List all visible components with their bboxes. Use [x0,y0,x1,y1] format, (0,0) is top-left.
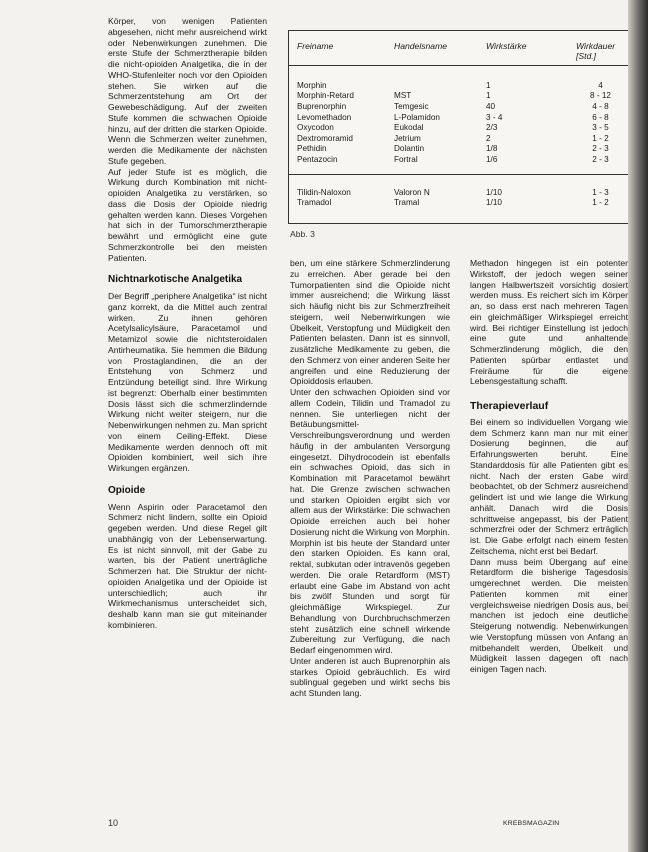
cell: 1/6 [486,154,498,164]
table-row [289,122,629,133]
opioid-table [288,30,630,224]
column-header: Freiname [289,31,386,66]
table-row [289,91,629,102]
text-column-middle [290,258,450,699]
cell: Tramal [394,198,420,208]
table-row [289,133,629,144]
cell: 1 [486,80,491,90]
paragraph: ben, um eine stärkere Schmerzlinderung zu erreichen. Aber gerade bei den Tumorpatienten sind die Opioide nicht immer ausreichend; die Wirkung lässt sich häufig nicht bis zur Schmerzfreiheit steigern, weil Nebenwirkungen wie Übelkeit, Verstopfung und Müdigkeit den Patienten belasten. Dann ist es sinnvoll, zusätzliche Medikamente zu geben, die den Schmerz von einer anderen Seite her angreifen und eine Reduzierung der Opioiddosis erlauben. [290,258,450,387]
table-row [289,174,629,197]
cell: Pentazocin [297,154,338,164]
table-row [289,144,629,155]
cell: Jetrium [394,133,421,143]
cell: 2 - 3 [592,144,609,154]
table-header-row [289,31,629,66]
paragraph: Unter anderen ist auch Buprenorphin als starkes Opioid gebräuchlich. Es wird sublingual gegeben und wirkt sechs bis acht Stunden lang. [290,655,450,698]
cell: Levomethadon [297,112,352,122]
page-number: 10 [108,818,119,828]
paragraph: Bei einem so individuellen Vorgang wie dem Schmerz kann man nur mit einer Dosierung beginnen, die auf Erfahrungswerten beruht. Eine Standarddosis für alle Patienten gibt es nicht. Nach der ersten Gabe wird beobachtet, ob der Schmerz ausreichend gelindert ist und wie lange die Wirkung anhält. Danach wird die Dosis schrittweise angepasst, bis der Patient schmerzfrei oder der Schmerz erträglich ist. Die Gabe erfolgt nach einem festen Zeitschema, nicht erst bei Bedarf. [470,416,628,556]
cell: 8 - 12 [590,91,611,101]
paragraph: Wenn Aspirin oder Paracetamol den Schmerz nicht lindern, sollte ein Opioid gegeben werden. Und diese Regel gilt unabhängig von der Lebenserwartung. Es ist nicht sinnvoll, mit der Gabe zu warten, bis der Patient unerträgliche Schmerzen hat. Die Struktur der nicht-opioiden Analgetika und der Opioide ist unterschiedlich; auch ihr Wirkmechanismus unterscheidet sich, deshalb kann man sie gut miteinander kombinieren. [108,501,267,630]
cell: Tilidin-Naloxon [289,174,386,197]
table-row [289,197,629,208]
paragraph: Morphin ist bis heute der Standard unter den starken Opioiden. Es kann oral, rektal, subkutan oder intravenös gegeben werden. Die orale Retardform (MST) erlaubt eine Gabe im Abstand von acht bis zwölf Stunden und sorgt für gleichmäßige Wirkspiegel. Zur Behandlung von Durchbruchschmerzen steht zusätzlich eine schnell wirkende Zubereitung zur Verfügung, die nach Bedarf eingenommen wird. [290,537,450,655]
cell: 1 [486,91,491,101]
cell: Morphin-Retard [297,91,354,101]
cell: 4 - 8 [592,101,609,111]
section-heading: Opioide [108,484,146,496]
section-heading: Nichtnarkotische Analgetika [108,274,243,286]
table-row [289,154,629,174]
cell: Dolantin [394,144,425,154]
cell: Pethidin [297,144,327,154]
cell: 1 - 2 [592,198,609,208]
cell: 1/10 [486,198,502,208]
column-header: Wirkdauer [Std.] [568,31,629,66]
table-row [289,101,629,112]
cell: L-Polamidon [394,112,440,122]
table-caption: Abb. 3 [290,229,315,239]
cell: 2 - 3 [592,154,609,164]
text-column-right [470,258,628,675]
column-header: Wirkstärke [478,31,568,66]
cell: 4 [598,80,603,90]
journal-name: KREBSMAGAZIN [503,820,560,827]
cell: MST [394,91,412,101]
cell: Temgesic [394,101,429,111]
cell: Valoron N [386,174,478,197]
cell: Oxycodon [297,123,334,133]
cell: Fortral [394,154,418,164]
section-heading: Therapieverlauf [470,400,549,412]
paragraph: Körper, von wenigen Patienten abgesehen, nicht mehr ausreichend wirkt oder Nebenwirkungen zunehmen. Die erste Stufe der Schmerztherapie bilden die nicht-opioiden Analgetika, die in der WHO-Stufenleiter noch vor den Opioiden stehen. Sie wirken auf die Schmerzentstehung am Ort der Gewebeschädigung. Auf der zweiten Stufe kommen die schwachen Opioide hinzu, auf der dritten die starken Opioide. Wenn die Schmerzen weiter zunehmen, werden die Medikamente der nächsten Stufe gegeben. [108,16,267,166]
cell: 3 - 5 [592,123,609,133]
paragraph: Unter den schwachen Opioiden sind vor allem Codein, Tilidin und Tramadol zu nennen. Sie unterliegen nicht der Betäubungsmittel-Verschreibungsverordnung und werden häufig in der ambulanten Versorgung eingesetzt. Dihydrocodein ist ebenfalls ein schwaches Opioid, das sich in Kombination mit Paracetamol bewährt hat. Die Grenze zwischen schwachen und starken Opioiden ergibt sich vor allem aus der Wirkstärke: Die schwachen Opioide erreichen auch bei hoher Dosierung nicht die Wirkung von Morphin. [290,387,450,537]
table-row [289,112,629,123]
cell [386,66,478,91]
paragraph: Methadon hingegen ist ein potenter Wirkstoff, der jedoch wegen seiner langen Halbwertszeit vorsichtig dosiert werden muss. Es reichert sich im Körper an, so dass erst nach mehreren Tagen ein gleichmäßiger Wirkspiegel erreicht wird. Bei richtiger Einstellung ist jedoch eine gute und anhaltende Schmerzlinderung möglich, die den Patienten spürbar entlastet und Freiräume für die eigene Lebensgestaltung schafft. [470,258,628,387]
cell: 40 [486,101,496,111]
cell: Buprenorphin [297,101,347,111]
cell: 1 - 2 [592,133,609,143]
column-header: Handelsname [386,31,478,66]
cell: Morphin [297,80,327,90]
cell: 3 - 4 [486,112,503,122]
cell: 1 - 3 [568,174,629,197]
text-column-left [108,16,267,631]
paragraph: Dann muss beim Übergang auf eine Retardform die bisherige Tagesdosis umgerechnet werden. Die meisten Patienten kommen mit einer vergleichsweise niedrigen Dosis aus, bei manchen ist jedoch eine deutliche Steigerung notwendig. Nebenwirkungen wie Verstopfung müssen von Anfang an mitbehandelt werden, Übelkeit und Müdigkeit lassen dagegen oft nach einigen Tagen nach. [470,556,628,674]
cell: 6 - 8 [592,112,609,122]
cell: 1/8 [486,144,498,154]
paragraph: Auf jeder Stufe ist es möglich, die Wirkung durch Kombination mit nicht-opioiden Analgetika zu verstärken, so dass die Dosis der Opioide niedrig gehalten werden kann. Dieses Vorgehen hat sich in der Tumorschmerztherapie bewährt und ermöglicht eine gute Schmerzkontrolle bei den meisten Patienten. [108,166,267,263]
cell: Eukodal [394,123,424,133]
cell: 2/3 [486,123,498,133]
cell: Dextromoramid [297,133,353,143]
paragraph: Der Begriff „periphere Analgetika“ ist nicht ganz korrekt, da die Mittel auch zentral wirken. Zu ihnen gehören Acetylsalicylsäure, Paracetamol und Metamizol sowie die nichtsteroidalen Antirheumatika. Sie hemmen die Bildung von Prostaglandinen, die an der Entstehung von Schmerz und Entzündung beteiligt sind. Ihre Wirkung ist begrenzt: Oberhalb einer bestimmten Dosis lässt sich die schmerzlindernde Wirkung nicht weiter steigern, nur die Nebenwirkungen nehmen zu. Man spricht von einem Ceiling-Effekt. Diese Medikamente werden dennoch oft mit Opioiden kombiniert, weil sich ihre Wirkungen ergänzen. [108,291,267,473]
cell: Tramadol [297,198,332,208]
page-edge-shadow [628,0,648,852]
cell: 2 [486,133,491,143]
cell: 1/10 [478,174,568,197]
table-row [289,66,629,91]
